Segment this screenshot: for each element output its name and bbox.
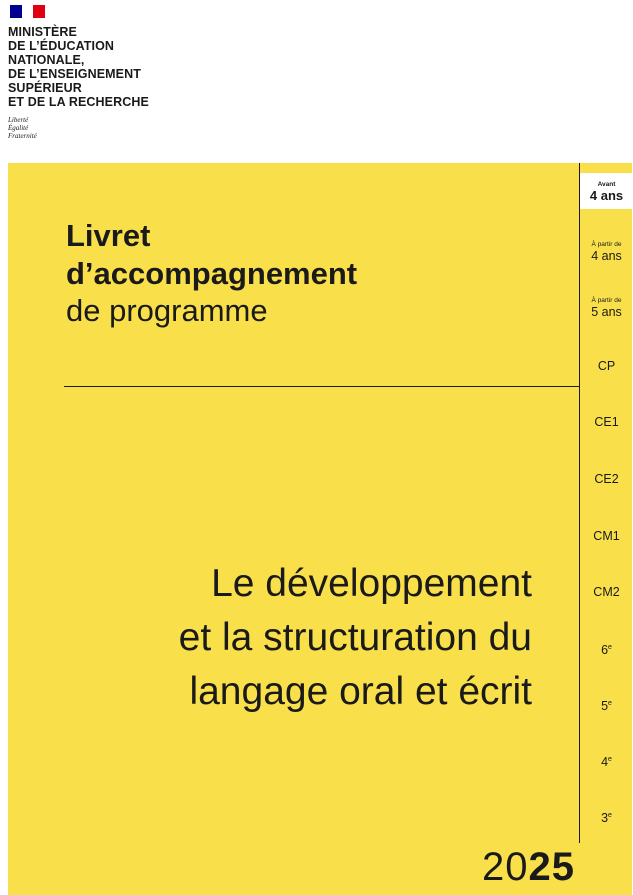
title-line: et la structuration du bbox=[178, 616, 532, 659]
grade-cp bbox=[580, 359, 632, 373]
grade-6e bbox=[580, 641, 632, 657]
flag-blue bbox=[10, 5, 22, 18]
ministry-line: SUPÉRIEUR bbox=[8, 81, 82, 95]
marianne-flag-logo bbox=[10, 5, 45, 18]
year-part-bold: 25 bbox=[528, 845, 575, 889]
grade-label: CP bbox=[597, 359, 616, 373]
grade-level-sidebar bbox=[579, 163, 632, 843]
grade-prefix: Avant bbox=[597, 181, 616, 188]
grade-suffix: e bbox=[608, 700, 612, 707]
ministry-line: DE L’ENSEIGNEMENT bbox=[8, 67, 141, 81]
grade-label: CE2 bbox=[594, 472, 619, 486]
grade-4e bbox=[580, 753, 632, 769]
cover-panel bbox=[8, 163, 632, 895]
grade-cm1 bbox=[580, 529, 632, 543]
grade-label: 3 bbox=[601, 811, 609, 826]
grade-label: CM1 bbox=[593, 529, 620, 543]
grade-label: 4 bbox=[601, 755, 609, 770]
grade-ce2 bbox=[580, 472, 632, 486]
grade-suffix: e bbox=[608, 756, 612, 763]
grade-label: 4 ans bbox=[589, 188, 624, 203]
year-part: 20 bbox=[482, 845, 529, 889]
ministry-line: NATIONALE, bbox=[8, 53, 85, 67]
document-title bbox=[179, 557, 532, 719]
republic-motto bbox=[8, 116, 37, 140]
motto-line: Liberté bbox=[8, 116, 29, 124]
grade-avant-4-ans bbox=[580, 173, 632, 209]
divider bbox=[64, 386, 580, 387]
grade-cm2 bbox=[580, 585, 632, 599]
grade-3e bbox=[580, 809, 632, 825]
grade-apartir-5-ans bbox=[580, 297, 632, 319]
grade-prefix: À partir de bbox=[591, 241, 622, 248]
grade-label: 6 bbox=[601, 643, 609, 658]
motto-line: Fraternité bbox=[8, 132, 37, 140]
grade-label: 5 ans bbox=[591, 305, 622, 319]
grade-apartir-4-ans bbox=[580, 241, 632, 263]
kicker-line: Livret bbox=[66, 218, 151, 253]
grade-label: 5 bbox=[601, 699, 609, 714]
ministry-line: MINISTÈRE bbox=[8, 25, 77, 39]
grade-suffix: e bbox=[608, 812, 612, 819]
ministry-line: ET DE LA RECHERCHE bbox=[8, 95, 149, 109]
page-header bbox=[0, 0, 633, 163]
document-type bbox=[66, 217, 357, 329]
motto-line: Égalité bbox=[8, 124, 29, 132]
grade-suffix: e bbox=[608, 644, 612, 651]
publication-year bbox=[482, 843, 575, 891]
grade-ce1 bbox=[580, 415, 632, 429]
title-line: Le développement bbox=[211, 562, 532, 605]
grade-label: 4 ans bbox=[591, 249, 622, 263]
ministry-name bbox=[8, 25, 149, 109]
kicker-line: d’accompagnement bbox=[66, 256, 358, 291]
grade-5e bbox=[580, 697, 632, 713]
flag-red bbox=[33, 5, 45, 18]
ministry-line: DE L’ÉDUCATION bbox=[8, 39, 115, 53]
grade-label: CE1 bbox=[594, 415, 619, 429]
grade-prefix: À partir de bbox=[591, 297, 622, 304]
title-line: langage oral et écrit bbox=[189, 670, 532, 713]
flag-white bbox=[22, 5, 34, 18]
grade-label: CM2 bbox=[593, 585, 620, 599]
kicker-line: de programme bbox=[66, 293, 268, 328]
